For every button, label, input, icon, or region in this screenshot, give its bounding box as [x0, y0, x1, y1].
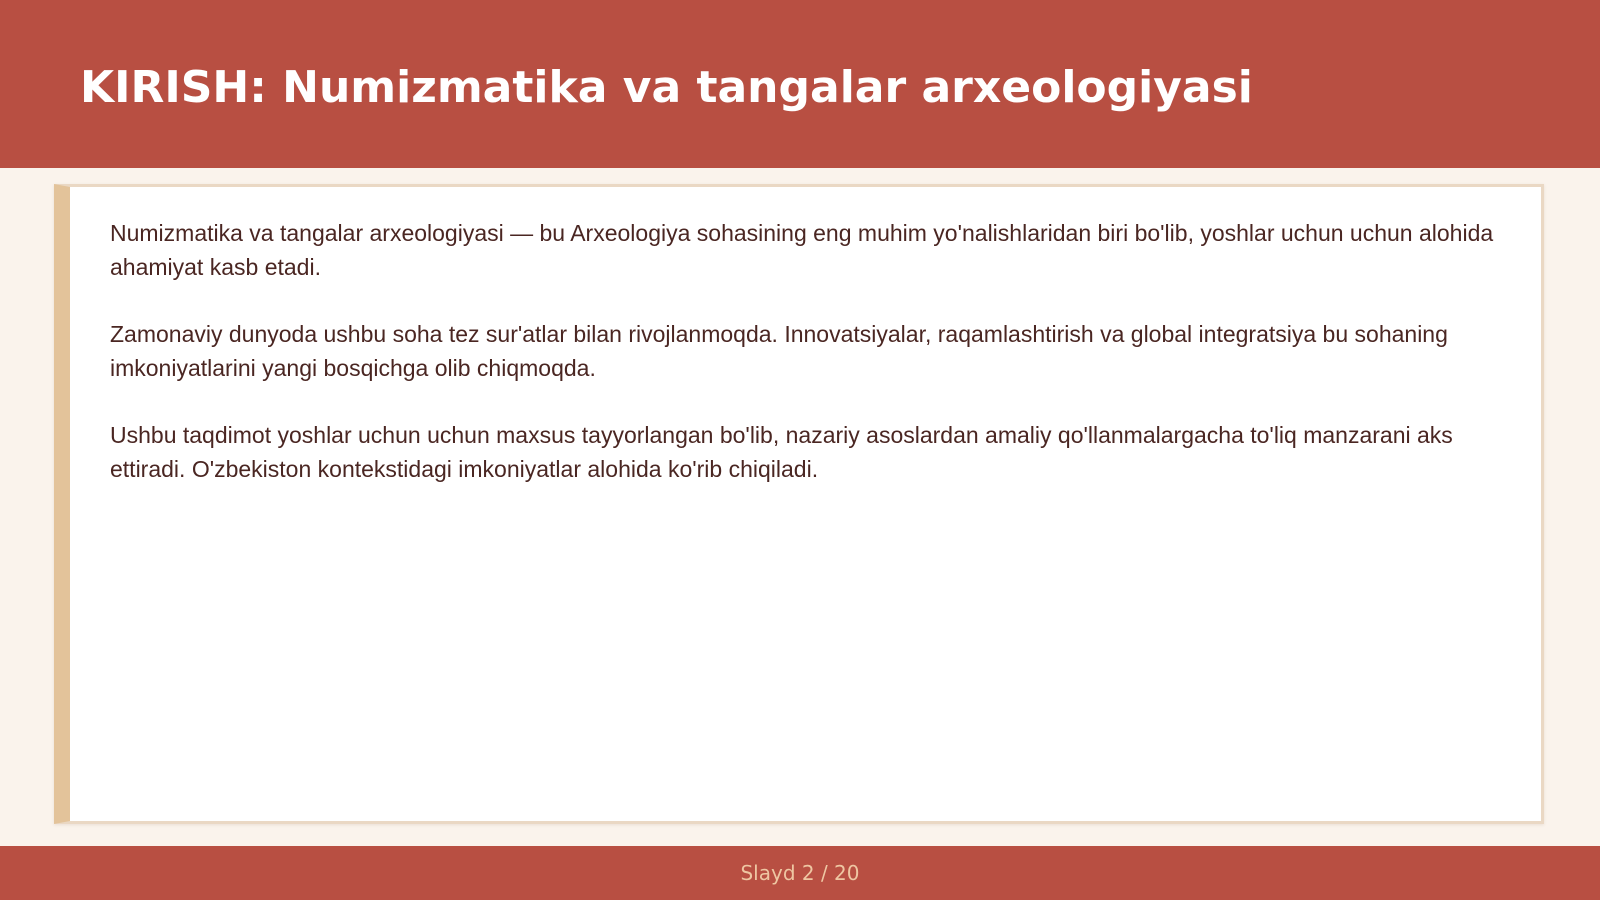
paragraph-intro: Numizmatika va tangalar arxeologiyasi — bu Arxeologiya sohasining eng muhim yo'nalishlaridan biri bo'lib, yoshlar uchun uchun alohida ahamiyat kasb etadi. — [110, 220, 1494, 280]
slide-counter: Slayd 2 / 20 — [740, 861, 860, 885]
paragraph-modern-world: Zamonaviy dunyoda ushbu soha tez sur'atlar bilan rivojlanmoqda. Innovatsiyalar, raqamlashtirish va global integratsiya bu sohaning imkoniyatlarini yangi bosqichga olib chiqmoqda. — [110, 321, 1448, 381]
slide-footer — [0, 846, 1600, 900]
content-card — [54, 184, 1544, 824]
paragraph-presentation-scope: Ushbu taqdimot yoshlar uchun uchun maxsus tayyorlangan bo'lib, nazariy asoslardan amaliy qo'llanmalargacha to'liq manzarani aks ettiradi. O'zbekiston kontekstidagi imkoniyatlar alohida ko'rib chiqiladi. — [110, 422, 1453, 482]
slide-header — [0, 0, 1600, 168]
paragraph-list — [110, 216, 1510, 519]
slide-title: KIRISH: Numizmatika va tangalar arxeologiyasi — [80, 62, 1253, 113]
